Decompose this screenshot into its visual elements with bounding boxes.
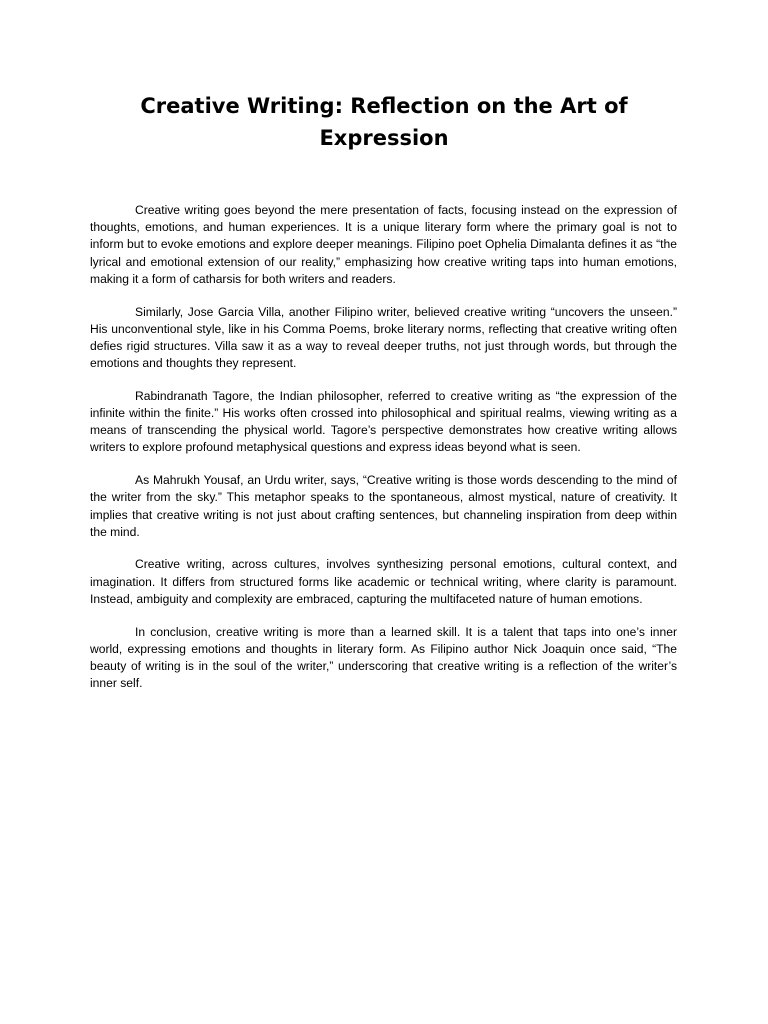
body-paragraph: Similarly, Jose Garcia Villa, another Filipino writer, believed creative writing “uncovers the unseen.” His unconventional style, like in his Comma Poems, broke literary norms, reflecting that creative writing often defies rigid structures. Villa saw it as a way to reveal deeper truths, not just through words, but through the emotions and thoughts they represent.: [90, 304, 677, 371]
body-paragraph: In conclusion, creative writing is more than a learned skill. It is a talent that taps into one’s inner world, expressing emotions and thoughts in literary form. As Filipino author Nick Joaquin once said, “The beauty of writing is in the soul of the writer,” underscoring that creative writing is a reflection of the writer’s inner self.: [90, 624, 677, 691]
body-paragraph: Creative writing goes beyond the mere presentation of facts, focusing instead on the expression of thoughts, emotions, and human experiences. It is a unique literary form where the primary goal is not to inform but to evoke emotions and explore deeper meanings. Filipino poet Ophelia Dimalanta defines it as “the lyrical and emotional extension of our reality,” emphasizing how creative writing taps into human emotions, making it a form of catharsis for both writers and readers.: [90, 203, 677, 286]
body-paragraph: As Mahrukh Yousaf, an Urdu writer, says, “Creative writing is those words descending to the mind of the writer from the sky.” This metaphor speaks to the spontaneous, almost mystical, nature of creativity. It implies that creative writing is not just about crafting sentences, but channeling inspiration from deep within the mind.: [90, 473, 677, 539]
document-title: Creative Writing: Reflection on the Art of Expression: [140, 94, 628, 150]
body-paragraph: Rabindranath Tagore, the Indian philosopher, referred to creative writing as “the expression of the infinite within the finite.” His works often crossed into philosophical and spiritual realms, viewing writing as a means of transcending the physical world. Tagore’s perspective demonstrates how creative writing allows writers to explore profound metaphysical questions and express ideas beyond what is seen.: [90, 388, 677, 455]
document-body: [90, 202, 677, 708]
body-paragraph: Creative writing, across cultures, involves synthesizing personal emotions, cultural context, and imagination. It differs from structured forms like academic or technical writing, where clarity is paramount. Instead, ambiguity and complexity are embraced, capturing the multifaceted nature of human emotions.: [90, 557, 677, 606]
